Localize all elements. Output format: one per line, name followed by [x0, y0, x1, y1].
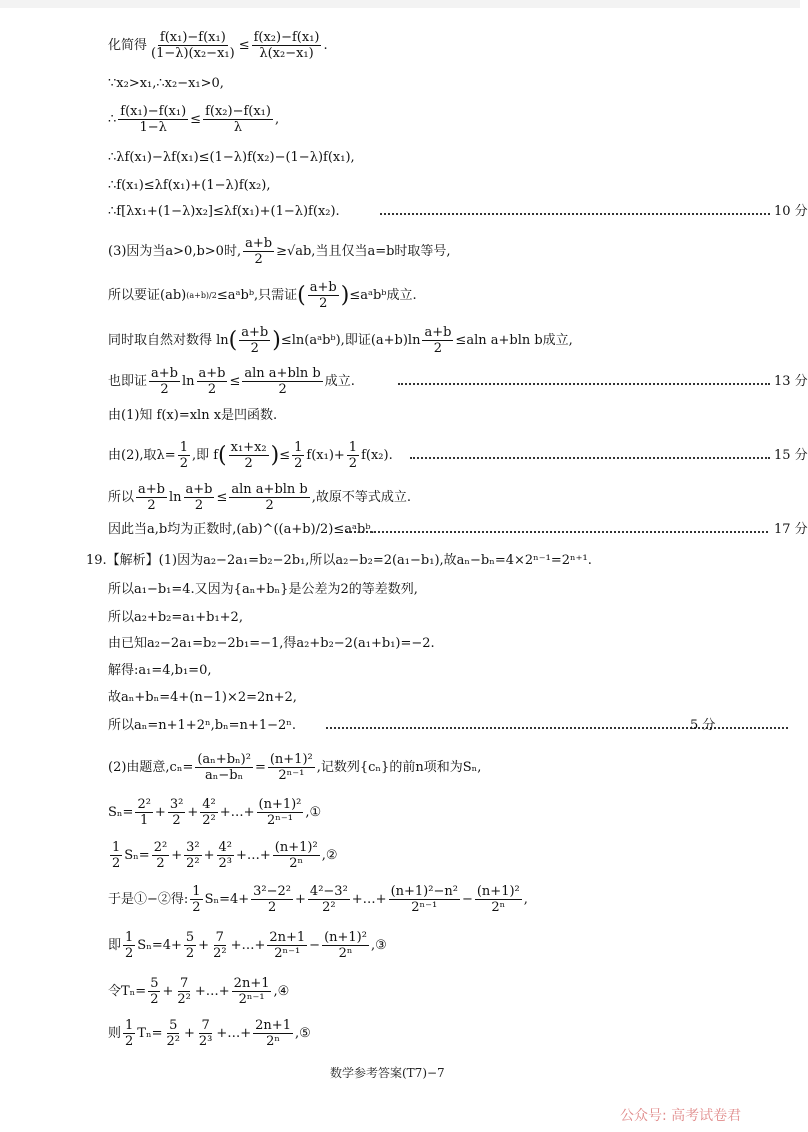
numerator: x₁+x₂ — [230, 440, 267, 455]
numerator: a+b — [151, 366, 178, 381]
part3-line-3 — [108, 325, 573, 356]
numerator: 5 — [169, 1018, 178, 1033]
numerator: 2² — [137, 797, 151, 812]
text: ≥√ab,当且仅当a=b时取等号, — [276, 243, 451, 259]
text: ln — [168, 489, 182, 505]
text: ,① — [305, 804, 322, 820]
denominator: 2 — [112, 856, 121, 871]
numerator: 1 — [125, 1018, 134, 1033]
denominator: 2ⁿ — [338, 946, 353, 961]
denominator: 2 — [147, 498, 156, 513]
problem19-line-2 — [108, 582, 418, 598]
text: ,④ — [273, 983, 290, 999]
text: ,⑤ — [294, 1025, 311, 1041]
fraction — [257, 797, 304, 828]
text: + — [183, 1025, 195, 1041]
numerator: 2n+1 — [255, 1018, 291, 1033]
text: + — [295, 891, 306, 907]
denominator: 2 — [244, 456, 253, 471]
derivation-line-5 — [108, 178, 270, 194]
text: − — [461, 891, 473, 907]
denominator: 2 — [192, 900, 201, 915]
fraction — [347, 440, 359, 471]
fraction — [184, 840, 201, 871]
fraction — [229, 482, 309, 513]
denominator: λ — [233, 120, 243, 135]
paren: ( — [228, 327, 238, 353]
denominator: 2 — [265, 498, 274, 513]
part3-line-4 — [108, 366, 808, 397]
paren: ) — [270, 442, 280, 468]
text: 所以a₁−b₁=4.又因为{aₙ+bₙ}是公差为2的等差数列, — [108, 582, 418, 597]
text: ≤aᵃbᵇ成立. — [349, 287, 417, 303]
numerator: (n+1)²−n² — [390, 884, 458, 899]
numerator: 1 — [192, 884, 201, 899]
text: (3)因为当a>0,b>0时, — [108, 243, 242, 259]
fraction — [135, 797, 152, 828]
numerator: 3² — [186, 840, 200, 855]
numerator: (n+1)² — [324, 930, 367, 945]
text: ,③ — [370, 937, 387, 953]
denominator: 2ⁿ⁻¹ — [274, 946, 301, 961]
fraction — [203, 104, 273, 135]
text: ,记数列{cₙ}的前n项和为Sₙ, — [316, 759, 482, 775]
denominator: 2 — [160, 382, 169, 397]
text: + — [162, 983, 174, 999]
numerator: 3² — [169, 797, 184, 812]
denominator: 2 — [319, 296, 328, 311]
fraction — [308, 280, 339, 311]
fraction — [422, 325, 453, 356]
numerator: f(x₂)−f(x₁) — [205, 104, 271, 119]
fraction — [200, 797, 217, 828]
text: 则 — [108, 1025, 122, 1041]
text: Sₙ= — [108, 804, 134, 820]
score-mark: 10 分 — [774, 204, 808, 219]
text: +…+ — [235, 847, 271, 863]
watermark: 公众号: 高考试卷君 — [620, 1108, 742, 1124]
text: Sₙ= — [124, 847, 150, 863]
denominator: 2 — [278, 382, 287, 397]
fraction — [164, 1018, 181, 1049]
fraction — [239, 325, 270, 356]
fraction — [197, 1018, 214, 1049]
text: ∴λf(x₁)−λf(x₁)≤(1−λ)f(x₂)−(1−λ)f(x₁), — [108, 150, 355, 165]
derivation-line-1 — [108, 30, 328, 61]
problem19-line-1 — [86, 553, 592, 569]
equation-subtract — [108, 884, 528, 915]
numerator: 7 — [201, 1018, 210, 1033]
text: 令Tₙ= — [108, 983, 147, 999]
part3-line-6 — [108, 440, 808, 471]
denominator: 2³ — [218, 856, 232, 871]
denominator: (1−λ)(x₂−x₁) — [151, 46, 235, 61]
text: 所以a₂+b₂=a₁+b₁+2, — [108, 610, 243, 625]
text: ≤aᵃbᵇ,只需证 — [216, 287, 298, 303]
paren: ( — [297, 282, 306, 308]
denominator: 2ⁿ — [491, 900, 506, 915]
fraction — [168, 797, 185, 828]
text: ≤aln a+bln b成立, — [455, 332, 573, 348]
text: +…+ — [230, 937, 266, 953]
fraction — [175, 976, 192, 1007]
numerator: (n+1)² — [258, 797, 302, 812]
derivation-line-4 — [108, 150, 355, 166]
numerator: a+b — [198, 366, 226, 381]
numerator: 2² — [153, 840, 168, 855]
numerator: a+b — [185, 482, 213, 497]
fraction — [195, 752, 253, 783]
part3-intro — [108, 236, 451, 267]
denominator: 2 — [348, 456, 358, 471]
fraction — [149, 30, 237, 61]
text: Sₙ=4+ — [137, 937, 182, 953]
text: 由(1)知 f(x)=xln x是凹函数. — [108, 408, 278, 423]
page-footer: 数学参考答案(T7)−7 — [330, 1066, 445, 1080]
denominator: 2 — [267, 900, 277, 915]
text: 于是①−②得: — [108, 891, 189, 907]
numerator: 5 — [150, 976, 159, 991]
text: 因此当a,b均为正数时,(ab)^((a+b)/2)≤aᵃbᵇ. — [108, 522, 375, 537]
numerator: 1 — [348, 440, 358, 455]
text: ∴f[λx₁+(1−λ)x₂]≤λf(x₁)+(1−λ)f(x₂). — [108, 204, 340, 219]
numerator: 4² — [218, 840, 232, 855]
text: − — [309, 937, 321, 953]
part3-line-5 — [108, 408, 277, 424]
denominator: 2ⁿ — [266, 1034, 281, 1049]
numerator: (n+1)² — [274, 840, 318, 855]
denominator: 2 — [185, 946, 195, 961]
denominator: 2ⁿ⁻¹ — [238, 992, 265, 1007]
text: ∴ — [108, 111, 117, 127]
denominator: 2 — [433, 341, 443, 356]
fraction — [267, 930, 307, 961]
numerator: aln a+bln b — [231, 482, 308, 497]
text: 解得:a₁=4,b₁=0, — [108, 663, 212, 678]
numerator: f(x₁)−f(x₁) — [159, 30, 226, 45]
text: ∵x₂>x₁,∴x₂−x₁>0, — [108, 76, 224, 91]
text: +…+ — [216, 1025, 252, 1041]
text: 同时取自然对数得 ln — [108, 332, 229, 348]
denominator: 2 — [172, 813, 181, 828]
denominator: 2 — [179, 456, 188, 471]
fraction — [118, 104, 188, 135]
numerator: 7 — [179, 976, 189, 991]
denominator: 2² — [202, 813, 216, 828]
text: , — [523, 891, 528, 907]
numerator: (aₙ+bₙ)² — [197, 752, 251, 767]
numerator: 5 — [185, 930, 195, 945]
score-mark: 17 分 — [774, 522, 808, 537]
denominator: 2 — [156, 856, 165, 871]
problem19-line-6 — [108, 690, 297, 706]
fraction — [268, 752, 315, 783]
fraction — [184, 482, 215, 513]
denominator: 2² — [213, 946, 227, 961]
denominator: 2² — [177, 992, 191, 1007]
numerator: 1 — [125, 930, 134, 945]
fraction — [251, 884, 293, 915]
text: 成立. — [324, 373, 355, 389]
numerator: a+b — [424, 325, 452, 340]
fraction — [243, 236, 274, 267]
fraction — [232, 976, 272, 1007]
part2-intro — [108, 752, 481, 783]
text: ≤ — [216, 489, 228, 505]
exponent: (a+b)/2 — [186, 290, 217, 300]
numerator: 4² — [202, 797, 216, 812]
text: (2)由题意,cₙ= — [108, 759, 194, 775]
top-edge — [0, 0, 800, 8]
text: 由(2),取λ= — [108, 447, 176, 463]
fraction — [110, 840, 122, 871]
score-mark: 15 分 — [774, 447, 808, 463]
dot-leader — [326, 727, 788, 729]
numerator: 7 — [215, 930, 224, 945]
text: +…+ — [351, 891, 387, 907]
text: 所以aₙ=n+1+2ⁿ,bₙ=n+1−2ⁿ. — [108, 718, 297, 733]
problem19-line-5 — [108, 663, 211, 679]
text: = — [254, 759, 266, 775]
paren: ) — [340, 282, 350, 308]
text: + — [198, 937, 210, 953]
paren: ( — [218, 442, 227, 468]
fraction — [178, 440, 190, 471]
equation-1 — [108, 797, 321, 828]
text: . — [323, 37, 328, 53]
numerator: f(x₁)−f(x₁) — [120, 104, 187, 119]
text: ,即 f — [191, 447, 219, 463]
denominator: 2 — [194, 498, 204, 513]
text: ≤ln(aᵃbᵇ),即证(a+b)ln — [280, 332, 421, 348]
score-mark: 13 分 — [774, 373, 808, 389]
denominator: 2ⁿ⁻¹ — [278, 768, 305, 783]
fraction — [184, 930, 196, 961]
dot-leader — [380, 213, 770, 215]
text: ≤ — [238, 37, 250, 53]
denominator: 2 — [294, 456, 303, 471]
text: ≤ — [190, 111, 202, 127]
text: ,故原不等式成立. — [311, 489, 412, 505]
numerator: f(x₂)−f(x₁) — [253, 30, 320, 45]
text: 也即证 — [108, 373, 148, 389]
denominator: 2 — [207, 382, 217, 397]
denominator: 2² — [166, 1034, 180, 1049]
dot-leader — [346, 531, 768, 533]
text: + — [154, 804, 166, 820]
fraction — [123, 1018, 135, 1049]
text: 所以 — [108, 489, 135, 505]
fraction — [475, 884, 522, 915]
text: ≤ — [279, 447, 291, 463]
fraction — [252, 30, 322, 61]
denominator: 2² — [186, 856, 200, 871]
denominator: 2 — [125, 946, 134, 961]
fraction — [149, 366, 180, 397]
numerator: a+b — [309, 280, 337, 295]
numerator: (n+1)² — [269, 752, 313, 767]
denominator: 2³ — [198, 1034, 213, 1049]
numerator: 1 — [112, 840, 121, 855]
text: 化简得 — [108, 37, 148, 53]
fraction — [242, 366, 322, 397]
denominator: λ(x₂−x₁) — [259, 46, 314, 61]
fraction — [308, 884, 350, 915]
fraction — [273, 840, 320, 871]
numerator: 2n+1 — [233, 976, 270, 991]
part3-conclusion — [108, 522, 808, 538]
text: 19.【解析】(1)因为a₂−2a₁=b₂−2b₁,所以a₂−b₂=2(a₁−b₁),故aₙ−bₙ=4×2ⁿ⁻¹=2ⁿ⁺¹. — [86, 553, 592, 568]
numerator: 2n+1 — [269, 930, 306, 945]
numerator: 1 — [179, 440, 188, 455]
problem19-line-7 — [108, 718, 718, 734]
numerator: a+b — [138, 482, 165, 497]
equation-3 — [108, 930, 387, 961]
fraction — [123, 930, 135, 961]
fraction — [229, 440, 269, 471]
text: + — [171, 847, 183, 863]
denominator: 2² — [322, 900, 336, 915]
equation-5 — [108, 1018, 311, 1049]
text: 所以要证(ab) — [108, 287, 187, 303]
fraction — [253, 1018, 293, 1049]
fraction — [217, 840, 234, 871]
text: ,② — [321, 847, 338, 863]
text: + — [203, 847, 215, 863]
fraction — [197, 366, 228, 397]
text: f(x₂). — [361, 447, 393, 463]
denominator: 2 — [254, 252, 263, 267]
part3-line-7 — [108, 482, 411, 513]
text: , — [274, 111, 280, 127]
fraction — [152, 840, 169, 871]
paren: ) — [272, 327, 281, 353]
fraction — [389, 884, 460, 915]
text: Sₙ=4+ — [204, 891, 250, 907]
numerator: a+b — [241, 325, 269, 340]
dot-leader — [410, 457, 770, 459]
part3-line-2 — [108, 280, 417, 311]
fraction — [148, 976, 160, 1007]
denominator: 2ⁿ⁻¹ — [411, 900, 438, 915]
fraction — [136, 482, 167, 513]
text: ∴f(x₁)≤λf(x₁)+(1−λ)f(x₂), — [108, 178, 271, 193]
text: f(x₁)+ — [306, 447, 345, 463]
fraction — [211, 930, 228, 961]
derivation-line-6 — [108, 204, 808, 220]
fraction — [292, 440, 304, 471]
denominator: 2 — [125, 1034, 134, 1049]
denominator: 2ⁿ⁻¹ — [266, 813, 293, 828]
numerator: (n+1)² — [476, 884, 520, 899]
text: +…+ — [194, 983, 230, 999]
equation-2 — [108, 840, 337, 871]
derivation-line-2 — [108, 76, 224, 92]
text: 即 — [108, 937, 122, 953]
denominator: 1−λ — [139, 120, 167, 135]
score-mark: 5 分 — [690, 718, 716, 733]
text: +…+ — [219, 804, 255, 820]
equation-4 — [108, 976, 289, 1007]
derivation-line-3 — [108, 104, 279, 135]
text: ln — [181, 373, 195, 389]
denominator: aₙ−bₙ — [205, 768, 244, 783]
numerator: 4²−3² — [309, 884, 348, 899]
fraction — [322, 930, 369, 961]
denominator: 1 — [140, 813, 149, 828]
denominator: 2 — [150, 992, 159, 1007]
numerator: a+b — [245, 236, 273, 251]
problem19-line-3 — [108, 610, 243, 626]
text: ≤ — [229, 373, 241, 389]
fraction — [190, 884, 202, 915]
numerator: aln a+bln b — [244, 366, 321, 381]
text: Tₙ= — [137, 1025, 163, 1041]
numerator: 1 — [294, 440, 303, 455]
denominator: 2 — [250, 341, 259, 356]
dot-leader — [398, 383, 770, 385]
text: 故aₙ+bₙ=4+(n−1)×2=2n+2, — [108, 690, 297, 705]
text: 由已知a₂−2a₁=b₂−2b₁=−1,得a₂+b₂−2(a₁+b₁)=−2. — [108, 636, 435, 651]
problem19-line-4 — [108, 636, 435, 652]
numerator: 3²−2² — [253, 884, 292, 899]
text: + — [187, 804, 199, 820]
denominator: 2ⁿ — [289, 856, 304, 871]
